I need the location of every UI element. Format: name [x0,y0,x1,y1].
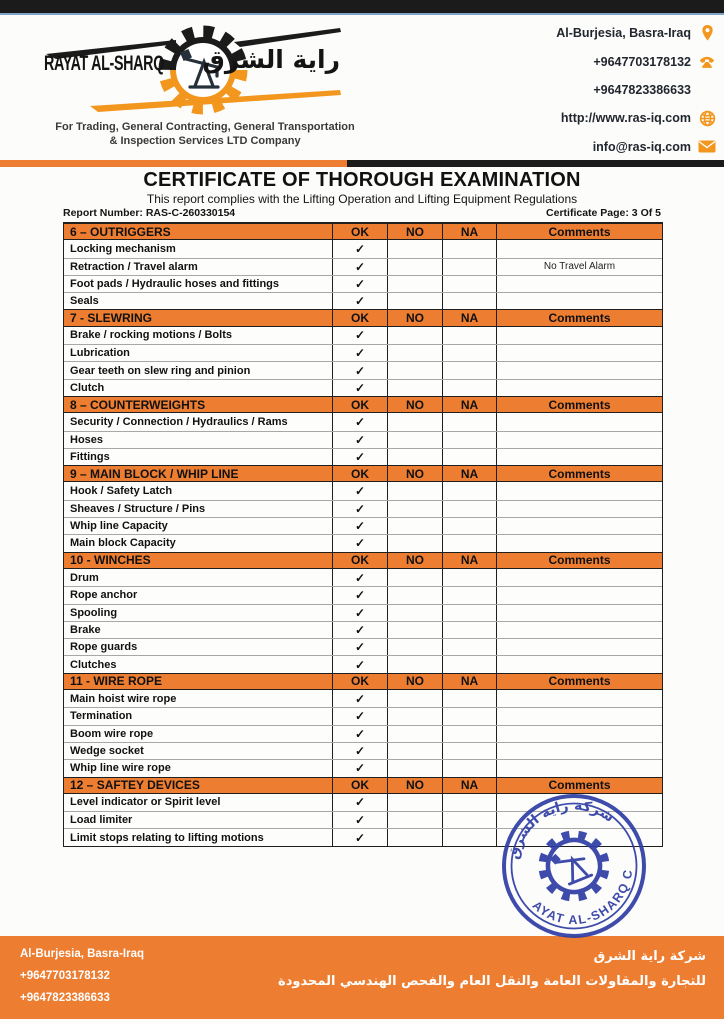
ok-cell: ✓ [333,690,388,707]
no-cell [388,690,443,707]
item-cell: Limit stops relating to lifting motions [64,829,333,845]
na-cell [443,432,497,448]
item-cell: Load limiter [64,812,333,828]
footer-arabic-line2: للتجارة والمقاولات العامة والنقل العام والفحص الهندسي المحدودة [278,974,706,989]
ok-cell: ✓ [333,293,388,309]
comments-header-cell: Comments [548,466,611,481]
na-cell [443,293,497,309]
na-cell [443,518,497,534]
item-cell: Hoses [64,432,333,448]
location-pin-icon [698,24,716,42]
table-row [64,482,662,499]
section-header-row [64,465,662,482]
section-title-cell: 12 – SAFTEY DEVICES [64,778,333,793]
table-row [64,275,662,292]
report-number: Report Number: RAS-C-260330154 [63,207,236,219]
ok-cell: ✓ [333,587,388,603]
no-header-cell: NO [388,310,443,325]
comment-cell [497,449,662,465]
no-cell [388,293,443,309]
ok-cell: ✓ [333,743,388,759]
table-row [64,500,662,517]
na-cell [443,622,497,638]
comment-cell [497,569,662,586]
section-header-row [64,223,662,240]
item-cell: Hook / Safety Latch [64,482,333,499]
phone2-text: +9647823386633 [593,82,691,97]
no-cell [388,829,443,845]
na-cell [443,362,497,378]
no-cell [388,518,443,534]
item-cell: Whip line Capacity [64,518,333,534]
table-row [64,379,662,396]
comment-cell [497,413,662,430]
na-cell [443,587,497,603]
na-cell [443,240,497,257]
ok-cell: ✓ [333,656,388,672]
comment-cell [497,639,662,655]
no-cell [388,501,443,517]
item-cell: Sheaves / Structure / Pins [64,501,333,517]
ok-cell: ✓ [333,501,388,517]
section-title-cell: 9 – MAIN BLOCK / WHIP LINE [64,466,333,481]
footer-company-arabic-block [278,944,706,994]
comments-header-cell: Comments [548,778,611,793]
ok-header-cell: OK [333,778,388,793]
ok-cell: ✓ [333,605,388,621]
contact-row-phone1 [486,47,716,75]
ok-cell: ✓ [333,569,388,586]
na-cell [443,794,497,811]
comment-cell [497,240,662,257]
contact-row-website [486,104,716,132]
comment-cell [497,535,662,551]
item-cell: Rope guards [64,639,333,655]
ok-cell: ✓ [333,639,388,655]
ok-cell: ✓ [333,240,388,257]
comment-cell [497,293,662,309]
item-cell: Retraction / Travel alarm [64,259,333,275]
na-cell [443,743,497,759]
top-black-bar [0,0,724,15]
ok-cell: ✓ [333,518,388,534]
item-cell: Seals [64,293,333,309]
section-header-row [64,673,662,690]
table-row [64,361,662,378]
no-header-cell: NO [388,397,443,412]
logo-tagline [40,120,370,148]
section-title-cell: 6 – OUTRIGGERS [64,224,333,239]
comments-header-cell: Comments [548,674,611,689]
na-header-cell: NA [443,778,497,793]
table-row [64,742,662,759]
item-cell: Locking mechanism [64,240,333,257]
ok-cell: ✓ [333,622,388,638]
table-row [64,517,662,534]
no-cell [388,569,443,586]
item-cell: Clutches [64,656,333,672]
no-cell [388,656,443,672]
tagline-line2: & Inspection Services LTD Company [109,135,301,147]
item-cell: Termination [64,708,333,724]
table-row [64,327,662,344]
stamp-gear-pumpjack [534,826,615,907]
na-header-cell: NA [443,397,497,412]
ok-cell: ✓ [333,380,388,396]
no-cell [388,708,443,724]
ok-cell: ✓ [333,812,388,828]
table-row [64,621,662,638]
table-row [64,586,662,603]
comment-cell [497,656,662,672]
table-row [64,707,662,724]
comments-header-cell: Comments [548,224,611,239]
ok-header-cell: OK [333,310,388,325]
item-cell: Lubrication [64,345,333,361]
contact-row-email [486,133,716,161]
na-cell [443,482,497,499]
no-header-cell: NO [388,466,443,481]
table-row [64,292,662,309]
comment-cell [497,690,662,707]
email-text: info@ras-iq.com [592,139,691,154]
item-cell: Main hoist wire rope [64,690,333,707]
certificate-page: Certificate Page: 3 Of 5 [546,207,661,219]
ok-header-cell: OK [333,397,388,412]
page-subtitle: This report complies with the Lifting Operation and Lifting Equipment Regulations [146,192,578,206]
na-cell [443,449,497,465]
footer-phone1: +9647703178132 [20,970,110,982]
comment-cell [497,605,662,621]
logo-name-english: RAYAT AL-SHARQ [44,51,164,75]
comments-header-cell: Comments [548,553,611,568]
contact-row-address [486,19,716,47]
item-cell: Whip line wire rope [64,760,333,776]
section-title-cell: 7 - SLEWRING [64,310,333,325]
item-cell: Level indicator or Spirit level [64,794,333,811]
item-cell: Gear teeth on slew ring and pinion [64,362,333,378]
ok-cell: ✓ [333,535,388,551]
ok-cell: ✓ [333,708,388,724]
na-cell [443,327,497,344]
address-text: Al-Burjesia, Basra-Iraq [556,26,691,41]
comment-cell [497,327,662,344]
website-text: http://www.ras-iq.com [560,111,691,126]
item-cell: Clutch [64,380,333,396]
table-row [64,604,662,621]
no-cell [388,327,443,344]
ok-cell: ✓ [333,432,388,448]
item-cell: Wedge socket [64,743,333,759]
no-cell [388,760,443,776]
no-cell [388,587,443,603]
table-row [64,344,662,361]
no-header-cell: NO [388,553,443,568]
na-cell [443,259,497,275]
comment-cell [497,587,662,603]
comment-cell [497,518,662,534]
divider-black-segment [347,160,724,167]
no-cell [388,622,443,638]
table-row [64,569,662,586]
phone-icon [698,53,716,71]
item-cell: Brake [64,622,333,638]
item-cell: Brake / rocking motions / Bolts [64,327,333,344]
no-cell [388,380,443,396]
comment-cell [497,726,662,742]
table-row [64,431,662,448]
section-header-row [64,309,662,326]
tagline-line1: For Trading, General Contracting, General Transportation [55,121,355,133]
table-row [64,534,662,551]
logo-name-arabic: راية الشرق [202,45,340,74]
company-logo [38,18,368,120]
na-cell [443,690,497,707]
item-cell: Security / Connection / Hydraulics / Rams [64,413,333,430]
phone1-text: +9647703178132 [593,54,691,69]
ok-cell: ✓ [333,482,388,499]
report-meta-line [63,207,661,219]
na-header-cell: NA [443,466,497,481]
no-cell [388,535,443,551]
item-cell: Fittings [64,449,333,465]
contact-row-phone2 [486,76,716,104]
na-cell [443,501,497,517]
comment-cell [497,276,662,292]
no-cell [388,812,443,828]
no-cell [388,276,443,292]
comment-cell [497,501,662,517]
na-cell [443,413,497,430]
table-row [64,240,662,257]
table-row [64,655,662,672]
comment-cell: No Travel Alarm [543,261,616,273]
ok-cell: ✓ [333,345,388,361]
no-cell [388,259,443,275]
comment-cell [497,482,662,499]
globe-icon [698,109,716,127]
na-cell [443,760,497,776]
item-cell: Foot pads / Hydraulic hoses and fittings [64,276,333,292]
no-cell [388,794,443,811]
footer-arabic-line1: شركة راية الشرق [593,949,706,964]
na-cell [443,276,497,292]
table-row [64,725,662,742]
comments-header-cell: Comments [548,311,611,326]
header-divider [0,160,724,167]
ok-cell: ✓ [333,760,388,776]
section-header-row [64,552,662,569]
footer-address: Al-Burjesia, Basra-Iraq [20,948,144,960]
ok-header-cell: OK [333,553,388,568]
envelope-icon [698,138,716,156]
table-row [64,759,662,776]
footer-band [0,936,724,1019]
ok-cell: ✓ [333,726,388,742]
ok-cell: ✓ [333,327,388,344]
na-cell [443,535,497,551]
ok-header-cell: OK [333,466,388,481]
stamp-english-text: RAYAT AL-SHARQ Co. [529,853,636,928]
ok-cell: ✓ [333,829,388,845]
section-header-row [64,396,662,413]
na-header-cell: NA [443,553,497,568]
no-header-cell: NO [388,778,443,793]
section-title-cell: 10 - WINCHES [64,553,333,568]
footer-contact-block [20,943,144,1009]
stamp-arabic-text: شركة راية الشرق [505,797,617,861]
no-header-cell: NO [388,674,443,689]
comment-cell [497,380,662,396]
comments-header-cell: Comments [548,397,611,412]
na-cell [443,656,497,672]
item-cell: Boom wire rope [64,726,333,742]
no-cell [388,362,443,378]
na-cell [443,639,497,655]
comment-cell [497,345,662,361]
ok-cell: ✓ [333,259,388,275]
ok-header-cell: OK [333,224,388,239]
comment-cell [497,622,662,638]
item-cell: Drum [64,569,333,586]
ok-cell: ✓ [333,413,388,430]
no-cell [388,726,443,742]
no-cell [388,605,443,621]
na-cell [443,605,497,621]
no-cell [388,432,443,448]
comment-cell [497,760,662,776]
na-header-cell: NA [443,674,497,689]
no-cell [388,240,443,257]
na-header-cell: NA [443,224,497,239]
comment-cell [497,432,662,448]
no-cell [388,482,443,499]
ok-cell: ✓ [333,449,388,465]
table-row [64,413,662,430]
table-row [64,638,662,655]
na-cell [443,345,497,361]
no-cell [388,345,443,361]
item-cell: Rope anchor [64,587,333,603]
divider-orange-segment [0,160,347,167]
item-cell: Spooling [64,605,333,621]
no-cell [388,743,443,759]
comment-cell [497,362,662,378]
no-cell [388,449,443,465]
contact-list [486,19,716,161]
comment-cell [497,708,662,724]
ok-cell: ✓ [333,362,388,378]
footer-phone2: +9647823386633 [20,992,110,1004]
section-title-cell: 11 - WIRE ROPE [64,674,333,689]
blank-icon-slot [698,81,716,99]
table-row [64,448,662,465]
no-header-cell: NO [388,224,443,239]
na-cell [443,569,497,586]
na-cell [443,726,497,742]
item-cell: Main block Capacity [64,535,333,551]
table-row [64,258,662,275]
ok-header-cell: OK [333,674,388,689]
no-cell [388,413,443,430]
ok-cell: ✓ [333,276,388,292]
na-cell [443,708,497,724]
checklist-table [63,222,663,847]
no-cell [388,639,443,655]
table-row [64,690,662,707]
na-header-cell: NA [443,310,497,325]
section-title-cell: 8 – COUNTERWEIGHTS [64,397,333,412]
na-cell [443,380,497,396]
ok-cell: ✓ [333,794,388,811]
page-title: CERTIFICATE OF THOROUGH EXAMINATION [143,169,581,191]
comment-cell [497,743,662,759]
